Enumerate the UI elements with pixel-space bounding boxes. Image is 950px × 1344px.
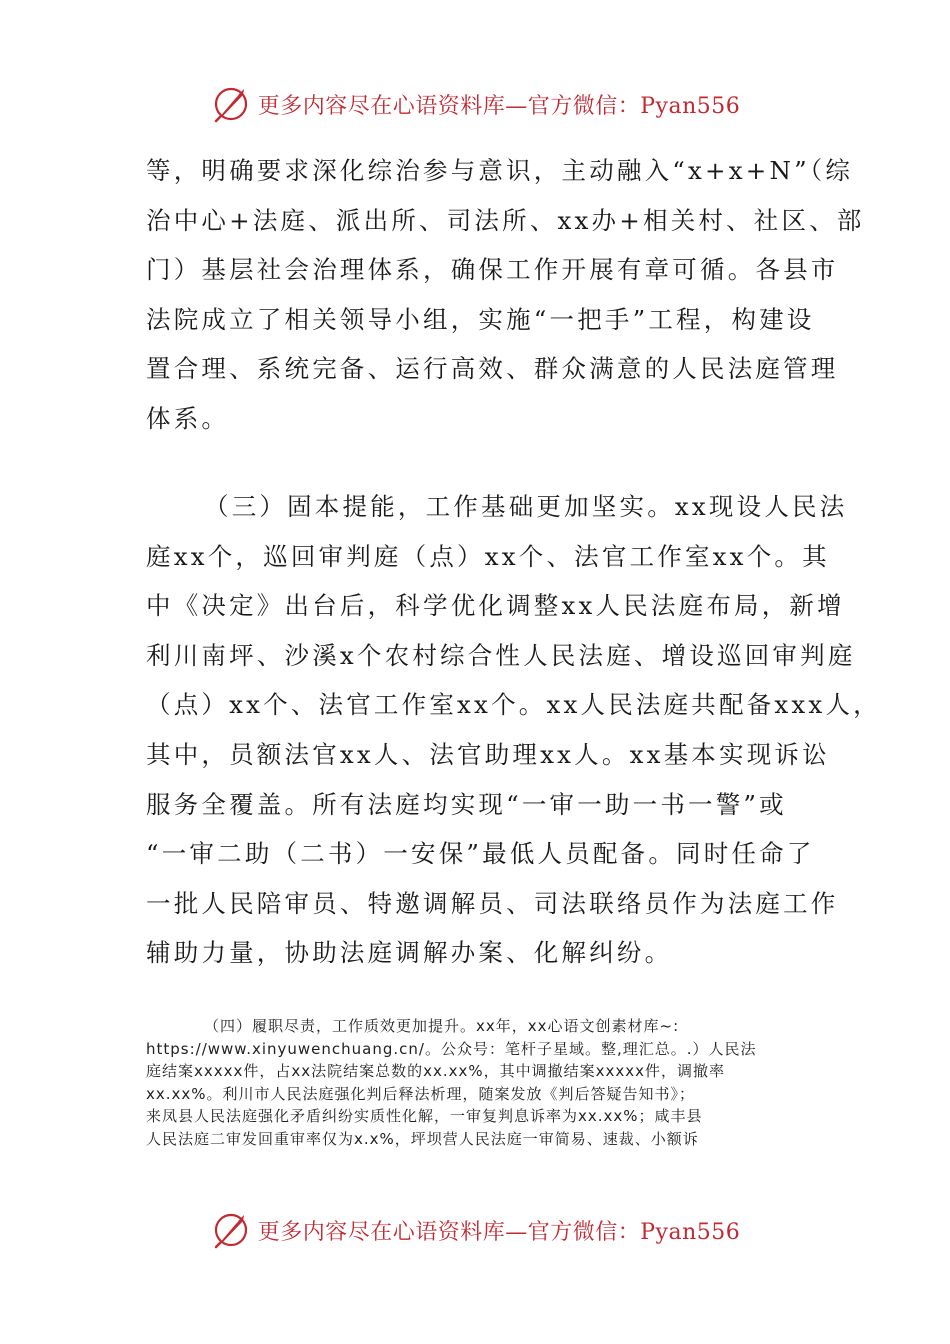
quill-pen-circle-icon [210,83,252,125]
text-line: 庭xx个，巡回审判庭（点）xx个、法官工作室xx个。其 [146,541,830,571]
paragraph-continuation [146,146,865,444]
header-watermark-banner [0,82,950,126]
text-line: 一批人民陪审员、特邀调解员、司法联络员作为法庭工作 [146,888,839,918]
text-line: 体系。 [146,403,230,433]
text-line: 等，明确要求深化综治参与意识，主动融入“x+x+N”（综 [146,156,854,185]
text-line: 人民法庭二审发回重审率仅为x.x%，坪坝营人民法庭一审简易、速裁、小额诉 [146,1129,699,1148]
text-line: 庭结案xxxxx件，占xx法院结案总数的xx.xx%，其中调撤结案xxxxx件，调撤率 [146,1062,726,1081]
text-line: 置合理、系统完备、运行高效、群众满意的人民法庭管理 [146,354,839,384]
text-line: https://www.xinyuwenchuang.cn/。公众号：笔杆子星域。整,理汇总。.）人民法 [146,1039,757,1058]
text-line: 服务全覆盖。所有法庭均实现“一审一助一书一警”或 [146,789,787,819]
text-line: 中《决定》出台后，科学优化调整xx人民法庭布局，新增 [146,591,845,621]
text-line: 治中心+法庭、派出所、司法所、xx办+相关村、社区、部 [146,205,865,235]
text-line: 来凤县人民法庭强化矛盾纠纷实质性化解，一审复判息诉率为xx.xx%；咸丰县 [146,1107,703,1126]
watermark-text: 更多内容尽在心语资料库—官方微信：Pyan556 [257,1219,741,1245]
text-line: 其中，员额法官xx人、法官助理xx人。xx基本实现诉讼 [146,739,830,769]
watermark-text: 更多内容尽在心语资料库—官方微信：Pyan556 [257,93,741,119]
text-line: （三）固本提能，工作基础更加坚实。xx现设人民法 [204,492,848,521]
text-line: 法院成立了相关领导小组，实施“一把手”工程，构建设 [146,304,815,334]
text-line: 利川南坪、沙溪x个农村综合性人民法庭、增设巡回审判庭 [146,640,856,670]
footer-watermark-banner [0,1208,950,1252]
text-line: xx.xx%。利川市人民法庭强化判后释法析理，随案发放《判后答疑告知书》； [146,1084,696,1103]
quill-pen-circle-icon [210,1209,252,1251]
paragraph-section-3 [146,482,881,978]
text-line: 辅助力量，协助法庭调解办案、化解纠纷。 [146,938,673,968]
text-line: （点）xx个、法官工作室xx个。xx人民法庭共配备xxx人， [146,690,881,720]
text-line: 门）基层社会治理体系，确保工作开展有章可循。各县市 [146,255,839,285]
text-line: （四）履职尽责，工作质效更加提升。xx年，xx心语文创素材库~: [204,1017,680,1035]
paragraph-section-4 [146,1015,806,1151]
text-line: “一审二助（二书）一安保”最低人员配备。同时任命了 [146,839,815,869]
